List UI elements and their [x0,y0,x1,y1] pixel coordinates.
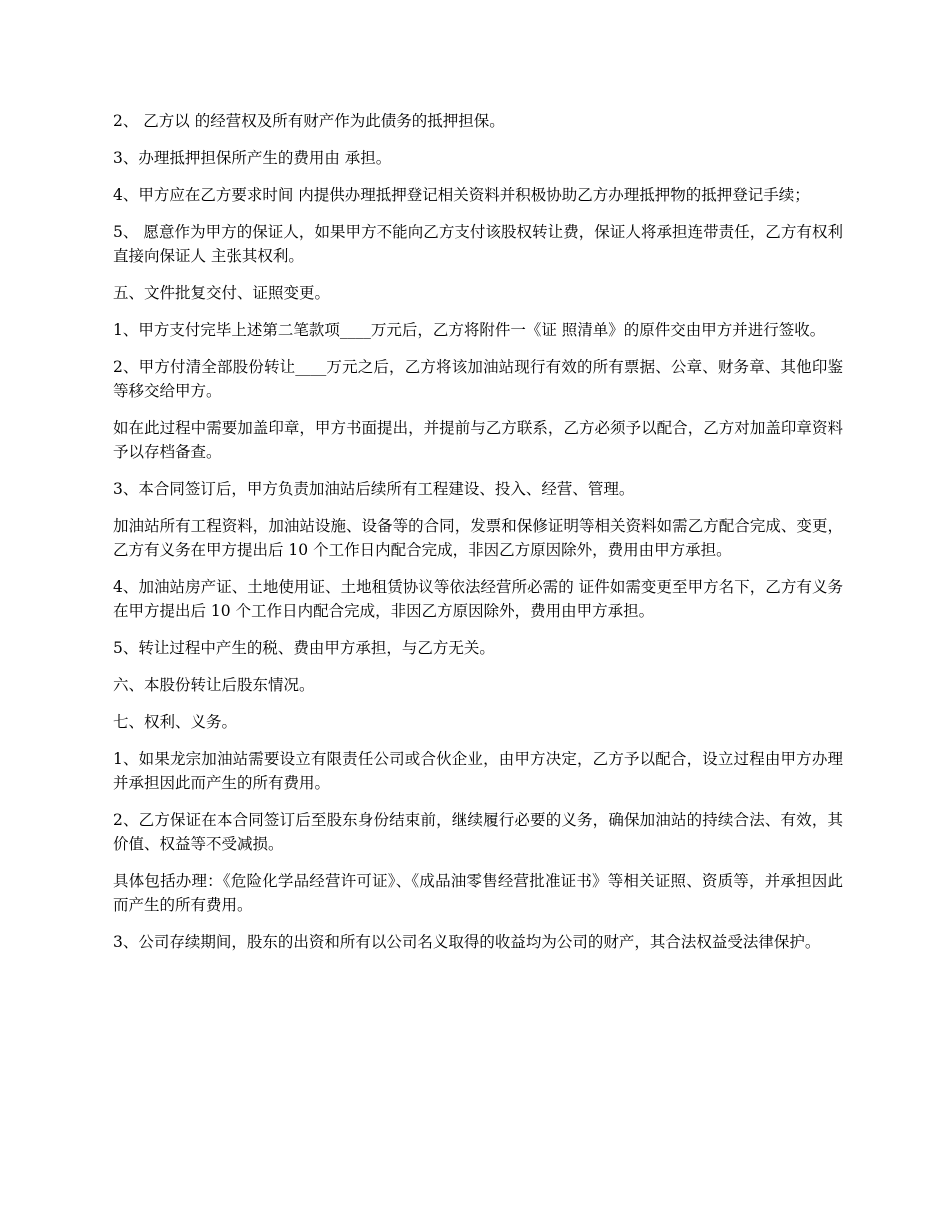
paragraph: 3、办理抵押担保所产生的费用由 承担。 [113,149,392,167]
paragraph: 3、本合同签订后，甲方负责加油站后续所有工程建设、投入、经营、管理。 [113,480,635,498]
paragraph: 1、甲方支付完毕上述第二笔款项____万元后，乙方将附件一《证 照清单》的原件交由甲方并进行签收。 [113,321,826,339]
paragraph: 4、甲方应在乙方要求时间 内提供办理抵押登记相关资料并积极协助乙方办理抵押物的抵押登记手续； [113,186,810,204]
document-body [113,109,843,967]
section-heading: 五、文件批复交付、证照变更。 [113,284,331,302]
paragraph: 具体包括办理：《危险化学品经营许可证》、《成品油零售经营批准证书》等相关证照、资质等，并承担因此而产生的所有费用。 [113,872,843,914]
paragraph: 3、公司存续期间，股东的出资和所有以公司名义取得的收益均为公司的财产，其合法权益受法律保护。 [113,933,821,951]
paragraph: 2、乙方保证在本合同签订后至股东身份结束前，继续履行必要的义务，确保加油站的持续合法、有效，其价值、权益等不受减损。 [113,811,843,853]
paragraph: 2、 乙方以 的经营权及所有财产作为此债务的抵押担保。 [113,112,505,130]
paragraph: 加油站所有工程资料，加油站设施、设备等的合同，发票和保修证明等相关资料如需乙方配合完成、变更，乙方有义务在甲方提出后 10 个工作日内配合完成，非因乙方原因除外，费用由甲方承担。 [113,517,843,559]
paragraph: 1、如果龙宗加油站需要设立有限责任公司或合伙企业，由甲方决定，乙方予以配合，设立过程由甲方办理并承担因此而产生的所有费用。 [113,750,843,792]
paragraph: 5、转让过程中产生的税、费由甲方承担，与乙方无关。 [113,639,495,657]
section-heading: 六、本股份转让后股东情况。 [113,676,315,694]
paragraph: 4、加油站房产证、土地使用证、土地租赁协议等依法经营所必需的 证件如需变更至甲方名下，乙方有义务在甲方提出后 10 个工作日内配合完成，非因乙方原因除外，费用由甲方承担。 [113,578,843,620]
paragraph: 2、甲方付清全部股份转让____万元之后，乙方将该加油站现行有效的所有票据、公章、财务章、其他印鉴等移交给甲方。 [113,358,843,400]
paragraph: 如在此过程中需要加盖印章，甲方书面提出，并提前与乙方联系，乙方必须予以配合，乙方对加盖印章资料予以存档备查。 [113,419,843,461]
paragraph: 5、 愿意作为甲方的保证人，如果甲方不能向乙方支付该股权转让费，保证人将承担连带责任，乙方有权利直接向保证人 主张其权利。 [113,223,843,265]
section-heading: 七、权利、义务。 [113,713,238,731]
